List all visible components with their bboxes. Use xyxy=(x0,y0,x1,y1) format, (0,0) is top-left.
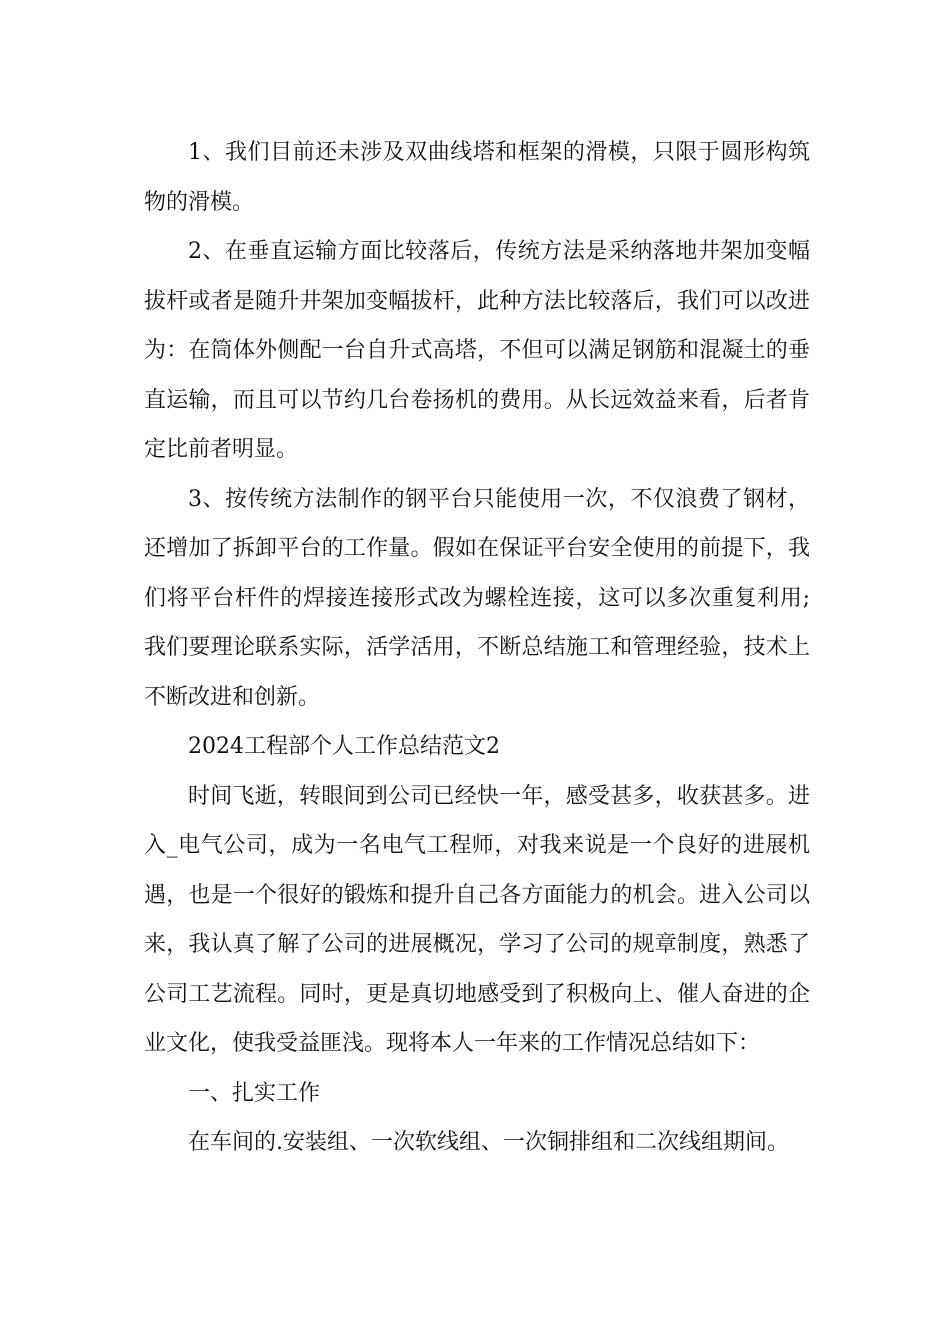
document-body xyxy=(144,128,810,1168)
paragraph-work: 在车间的.安装组、一次软线组、一次铜排组和二次线组期间。 xyxy=(188,1130,789,1155)
paragraph-item-3: 3、按传统方法制作的钢平台只能使用一次，不仅浪费了钢材，还增加了拆卸平台的工作量。假如在保证平台安全使用的前提下，我们将平台杆件的焊接连接形式改为螺栓连接，这可以多次重复利用;我们要理论联系实际，活学活用，不断总结施工和管理经验，技术上不断改进和创新。 xyxy=(144,486,810,710)
paragraph-item-1: 1、我们目前还未涉及双曲线塔和框架的滑模，只限于圆形构筑物的滑模。 xyxy=(144,140,810,215)
section-title: 2024工程部个人工作总结范文2 xyxy=(188,734,500,759)
paragraph-intro: 时间飞逝，转眼间到公司已经快一年，感受甚多，收获甚多。进入_电气公司，成为一名电气工程师，对我来说是一个良好的进展机遇，也是一个很好的锻炼和提升自己各方面能力的机会。进入公司以来，我认真了解了公司的进展概况，学习了公司的规章制度，熟悉了公司工艺流程。同时，更是真切地感受到了积极向上、催人奋进的企业文化，使我受益匪浅。现将本人一年来的工作情况总结如下： xyxy=(144,783,810,1056)
paragraph-item-2: 2、在垂直运输方面比较落后，传统方法是采纳落地井架加变幅拔杆或者是随升井架加变幅拔杆，此种方法比较落后，我们可以改进为：在筒体外侧配一台自升式高塔，不但可以满足钢筋和混凝土的垂直运输，而且可以节约几台卷扬机的费用。从长远效益来看，后者肯定比前者明显。 xyxy=(144,239,810,462)
subsection-heading: 一、扎实工作 xyxy=(188,1080,321,1106)
